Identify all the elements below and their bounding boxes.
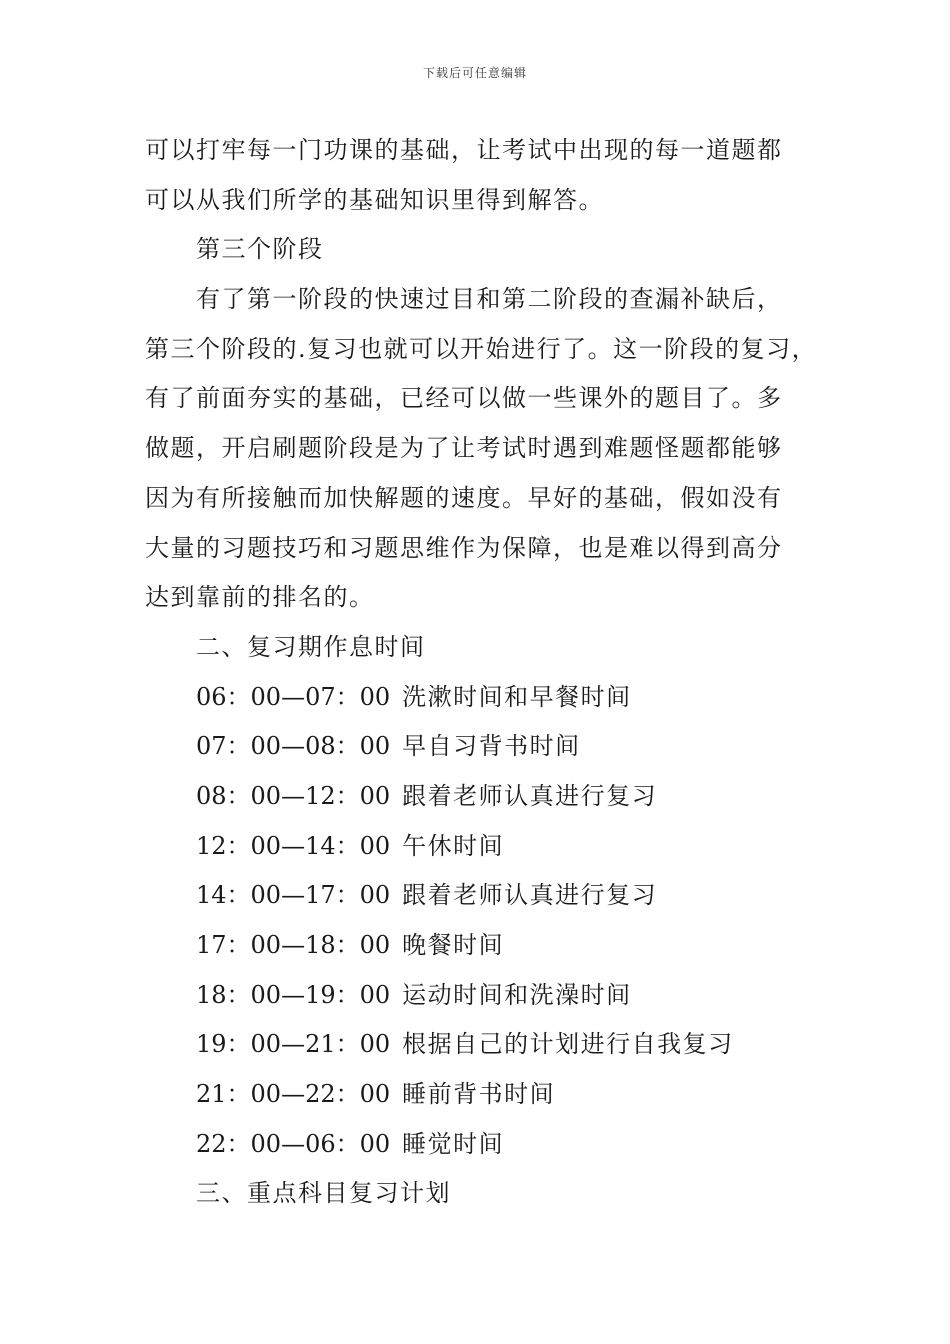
schedule-activity: 根据自己的计划进行自我复习 — [402, 1030, 734, 1059]
schedule-time: 17：00—18：00 — [196, 931, 391, 959]
schedule-activity: 睡觉时间 — [402, 1129, 505, 1158]
paragraph-line: 做题，开启刷题阶段是为了让考试时遇到难题怪题都能够 — [145, 434, 783, 463]
schedule-row — [145, 971, 825, 1021]
schedule-row — [145, 1120, 825, 1170]
schedule-activity: 晚餐时间 — [402, 931, 505, 959]
paragraph-line: 第三个阶段的.复习也就可以开始进行了。这一阶段的复习， — [145, 334, 818, 363]
schedule-time: 08：00—12：00 — [196, 781, 391, 810]
schedule-time: 21：00—22：00 — [196, 1080, 391, 1109]
section-heading-stage-three: 第三个阶段 — [196, 235, 324, 264]
paragraph-line: 大量的习题技巧和习题思维作为保障，也是难以得到高分 — [145, 533, 783, 562]
schedule-activity: 跟着老师认真进行复习 — [402, 881, 658, 910]
schedule-time: 07：00—08：00 — [196, 732, 391, 761]
schedule-time: 14：00—17：00 — [196, 881, 391, 910]
schedule-activity: 睡前背书时间 — [402, 1080, 556, 1109]
section-heading-schedule: 二、复习期作息时间 — [196, 632, 426, 661]
schedule-activity: 洗漱时间和早餐时间 — [402, 682, 632, 711]
schedule-row — [145, 822, 825, 872]
schedule-time: 18：00—19：00 — [196, 980, 391, 1009]
schedule-row — [145, 871, 825, 921]
schedule-row — [145, 1020, 825, 1070]
paragraph-line: 可以从我们所学的基础知识里得到解答。 — [145, 185, 604, 214]
schedule-row — [145, 921, 825, 971]
schedule-row — [145, 1070, 825, 1120]
schedule-row — [145, 673, 825, 723]
paragraph-line: 因为有所接触而加快解题的速度。早好的基础，假如没有 — [145, 483, 783, 512]
paragraph-line: 达到靠前的排名的。 — [145, 583, 375, 612]
schedule-activity: 午休时间 — [402, 831, 505, 860]
paragraph-line: 有了前面夯实的基础，已经可以做一些课外的题目了。多 — [145, 384, 783, 413]
paragraph-line: 有了第一阶段的快速过目和第二阶段的查漏补缺后， — [196, 285, 783, 314]
schedule-time: 19：00—21：00 — [196, 1030, 391, 1059]
schedule-time: 12：00—14：00 — [196, 831, 391, 860]
schedule-activity: 运动时间和洗澡时间 — [402, 980, 632, 1009]
page-header: 下载后可任意编辑 — [422, 66, 527, 80]
document-body — [145, 126, 825, 1219]
schedule-time: 06：00—07：00 — [196, 682, 391, 711]
schedule-activity: 早自习背书时间 — [402, 732, 581, 761]
schedule-activity: 跟着老师认真进行复习 — [402, 781, 658, 810]
schedule-row — [145, 772, 825, 822]
schedule-time: 22：00—06：00 — [196, 1129, 391, 1158]
schedule-row — [145, 722, 825, 772]
section-heading-plan: 三、重点科目复习计划 — [196, 1179, 451, 1208]
paragraph-line: 可以打牢每一门功课的基础，让考试中出现的每一道题都 — [145, 136, 783, 164]
